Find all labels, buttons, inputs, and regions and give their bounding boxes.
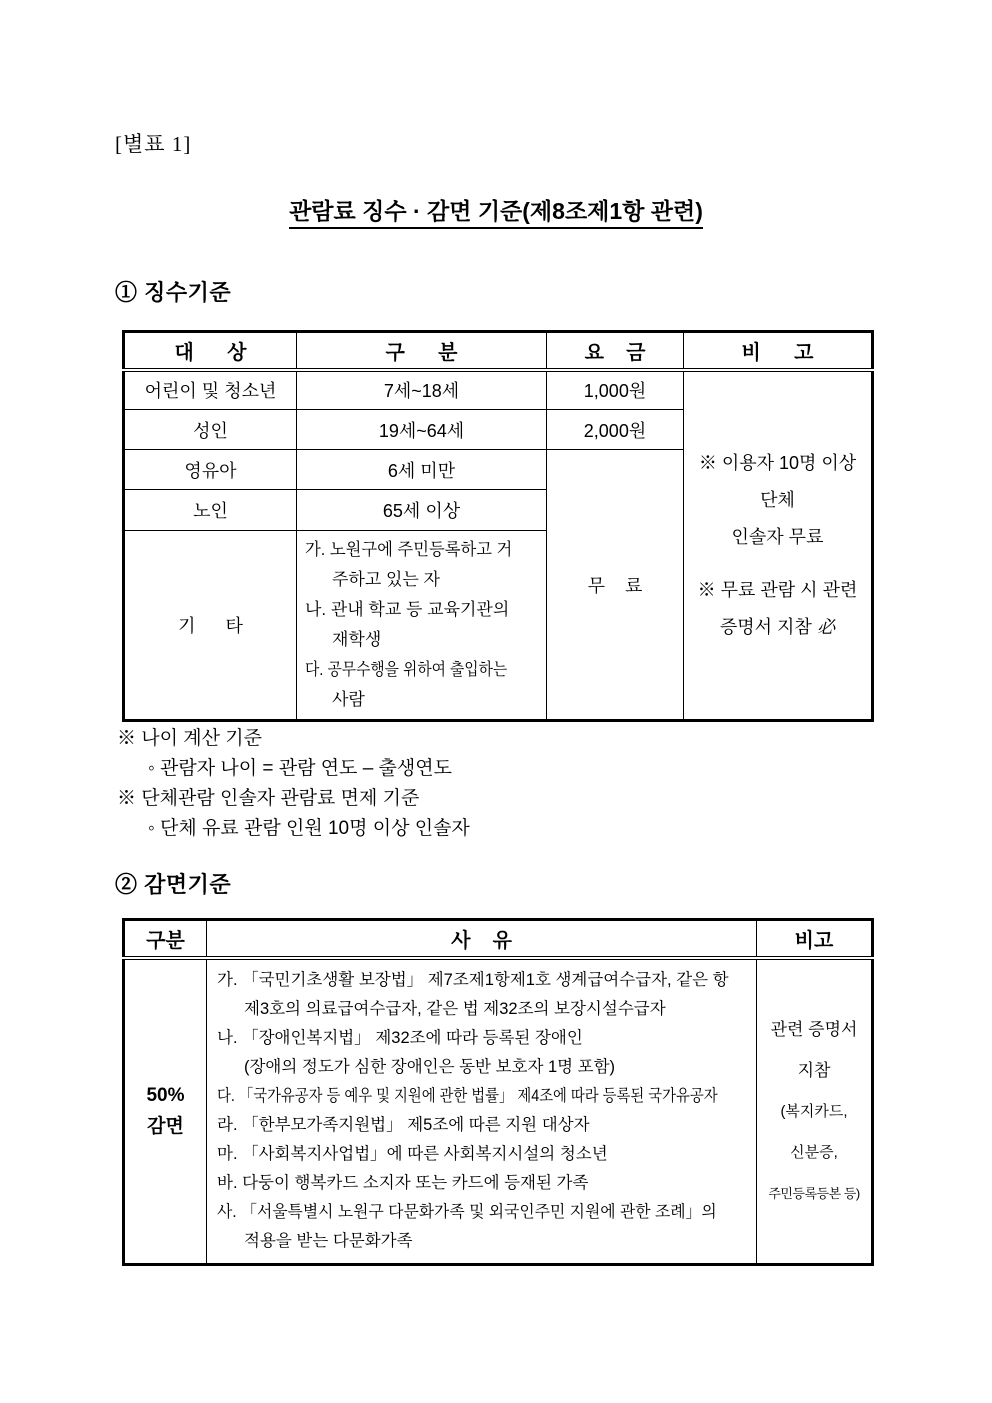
discount-table-header-row <box>124 920 873 958</box>
hanja-required: 必 <box>817 616 836 637</box>
cert-line: (복지카드, <box>780 1102 848 1120</box>
section1-heading: ① 징수기준 <box>115 280 232 305</box>
reason-item: 나. 「장애인복지법」 제32조에 따라 등록된 장애인 <box>217 1029 583 1048</box>
discount-table <box>122 918 874 1266</box>
remark-line <box>690 609 865 646</box>
annex-label: [별표 1] <box>115 132 192 156</box>
discount-table-header-reason: 사 유 <box>207 920 757 958</box>
remark-merged-cell <box>684 370 873 721</box>
discount-table-header-category: 구분 <box>124 920 207 958</box>
discount-rate: 50% <box>146 1085 185 1107</box>
cell-target: 어린이 및 청소년 <box>124 370 297 410</box>
footnote-line: ※ 단체관람 인솔자 관람료 면제 기준 <box>117 788 420 809</box>
footnotes <box>117 724 470 844</box>
footnote-subline: ◦ 관람자 나이 = 관람 연도 – 출생연도 <box>148 758 452 779</box>
reason-item: 사. 「서울특별시 노원구 다문화가족 및 외국인주민 지원에 관한 조례」의 <box>217 1203 717 1222</box>
cell-target-etc: 기 타 <box>124 531 297 721</box>
discount-rate-cell <box>124 958 207 1265</box>
fee-table-header-fee: 요 금 <box>547 332 684 370</box>
remark-group-note <box>690 445 865 556</box>
reason-item-cont: 적용을 받는 다문화가족 <box>244 1232 413 1251</box>
title-container <box>0 193 992 226</box>
certificate-remark-cell <box>757 958 873 1265</box>
discount-label: 감면 <box>147 1116 184 1138</box>
fee-table-header-target: 대 상 <box>124 332 297 370</box>
discount-table-header-remark: 비고 <box>757 920 873 958</box>
cert-line: 주민등록등본 등) <box>768 1185 860 1201</box>
fee-table-header-remark: 비 고 <box>684 332 873 370</box>
cell-range: 65세 이상 <box>297 490 547 531</box>
table-row <box>124 958 873 1265</box>
cell-fee: 2,000원 <box>547 410 684 450</box>
remark-line: ※ 이용자 10명 이상 <box>698 452 857 473</box>
cell-etc-list <box>297 531 547 721</box>
fee-table <box>122 330 874 722</box>
discount-reason-cell <box>207 958 757 1265</box>
etc-item: 다. 공무수행을 위하여 출입하는 <box>305 660 508 679</box>
section2-heading: ② 감면기준 <box>115 872 232 897</box>
cell-range: 6세 미만 <box>297 450 547 490</box>
remark-line: 인솔자 무료 <box>731 526 824 547</box>
fee-table-header-category: 구 분 <box>297 332 547 370</box>
cert-line: 지참 <box>797 1060 831 1080</box>
etc-item-cont: 재학생 <box>332 630 382 649</box>
free-merged-cell: 무 료 <box>547 450 684 721</box>
remark-line-text: 증명서 지참 <box>719 616 812 637</box>
cell-fee: 1,000원 <box>547 370 684 410</box>
cert-line: 관련 증명서 <box>770 1019 858 1039</box>
reason-item: 바. 다둥이 행복카드 소지자 또는 카드에 등재된 가족 <box>217 1174 589 1193</box>
cell-range: 7세~18세 <box>297 370 547 410</box>
reason-item-cont: (장애의 정도가 심한 장애인은 동반 보호자 1명 포함) <box>244 1058 616 1077</box>
remark-free-note <box>690 572 865 646</box>
fee-table-header-row <box>124 332 873 370</box>
footnote-line: ※ 나이 계산 기준 <box>117 728 262 749</box>
etc-item: 가. 노원구에 주민등록하고 거 <box>305 540 513 559</box>
remark-line: 단체 <box>760 489 795 510</box>
reason-item-cont: 제3호의 의료급여수급자, 같은 법 제32조의 보장시설수급자 <box>244 1000 666 1019</box>
reason-item: 다. 「국가유공자 등 예우 및 지원에 관한 법률」 제4조에 따라 등록된 국가유공자 <box>217 1087 718 1106</box>
table-row <box>124 370 873 410</box>
cert-line: 신분증, <box>790 1143 838 1161</box>
reason-item: 가. 「국민기초생활 보장법」 제7조제1항제1호 생계급여수급자, 같은 항 <box>217 971 729 990</box>
etc-item-cont: 주하고 있는 자 <box>332 570 440 589</box>
footnote-subline: ◦ 단체 유료 관람 인원 10명 이상 인솔자 <box>148 818 470 839</box>
cell-target: 영유아 <box>124 450 297 490</box>
cell-target: 노인 <box>124 490 297 531</box>
page-title: 관람료 징수 · 감면 기준(제8조제1항 관련) <box>289 198 703 229</box>
reason-item: 마. 「사회복지사업법」에 따른 사회복지시설의 청소년 <box>217 1145 608 1164</box>
etc-item: 나. 관내 학교 등 교육기관의 <box>305 600 510 619</box>
reason-item: 라. 「한부모가족지원법」 제5조에 따른 지원 대상자 <box>217 1116 590 1135</box>
etc-item-cont: 사람 <box>332 690 365 709</box>
cell-range: 19세~64세 <box>297 410 547 450</box>
remark-line: ※ 무료 관람 시 관련 <box>697 579 858 600</box>
cell-target: 성인 <box>124 410 297 450</box>
